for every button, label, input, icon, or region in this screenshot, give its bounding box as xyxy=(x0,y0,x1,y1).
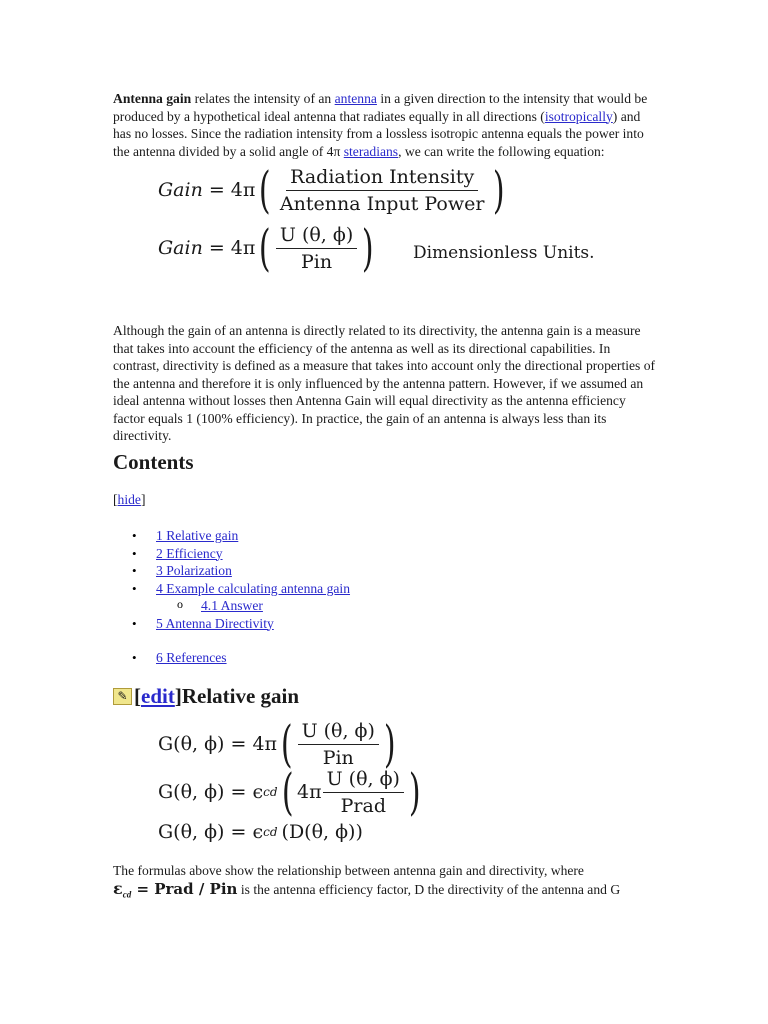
edit-pencil-icon[interactable]: ✎ xyxy=(113,688,132,705)
toc-link-references[interactable]: 6 References xyxy=(156,650,227,665)
toc-hide-link[interactable]: hide xyxy=(117,492,141,507)
intro-paragraph: Antenna gain relates the intensity of an antenna in a given direction to the intensity that would be produced by a hypothetical ideal antenna that radiates equally in all directions (isotropically) and has no losses. Since the radiation intensity from a lossless isotropic antenna equals the power into the antenna divided by a solid angle of 4π steradians, we can write the following equation: xyxy=(113,91,648,159)
toc-item xyxy=(113,580,513,598)
equation-gain-u-pin: Gain = 4π ( $\frac{U (\theta, \phi)}{\text{Pin}}$ ) xyxy=(158,219,374,277)
equation-relative-gain-b: G(θ, ϕ) = ϵ cd ( 4π $\frac{U (\theta, \phi)}{\text{Prad}}$ ) xyxy=(158,763,421,821)
toc-link-example[interactable]: 4 Example calculating antenna gain xyxy=(156,580,351,596)
link-isotropically[interactable]: isotropically xyxy=(544,108,613,124)
toc-list xyxy=(113,527,513,667)
fraction: $\frac{U (\theta, \phi)}{\text{Pin}}$ xyxy=(298,720,379,769)
toc-link-directivity[interactable]: 5 Antenna Directivity xyxy=(156,615,274,631)
contents-heading: Contents xyxy=(113,450,194,474)
toc-link-polarization[interactable]: 3 Polarization xyxy=(156,563,232,578)
toc-item xyxy=(113,649,513,667)
term-antenna-gain: Antenna gain xyxy=(113,91,192,106)
units-note: Dimensionless Units. xyxy=(413,243,595,263)
section-heading-relative-gain: ✎ [ edit ] Relative gain xyxy=(113,684,299,709)
link-antenna[interactable]: antenna xyxy=(334,91,377,106)
link-steradians[interactable]: steradians xyxy=(343,143,399,159)
relative-gain-equations xyxy=(158,715,425,848)
article-body xyxy=(113,90,658,900)
toc-link-relative-gain[interactable]: 1 Relative gain xyxy=(156,528,239,543)
fraction: $\frac{U (\theta, \phi)}{\text{Pin}}$ xyxy=(276,224,357,273)
toc-item xyxy=(113,545,513,563)
toc-item xyxy=(113,615,513,633)
edit-link[interactable]: edit xyxy=(141,684,175,708)
toc-toggle: [hide] xyxy=(113,492,146,507)
toc-link-efficiency[interactable]: 2 Efficiency xyxy=(156,545,223,561)
directivity-paragraph: Although the gain of an antenna is directly related to its directivity, the antenna gain is a measure that takes into account the efficiency of the antenna as well as its directional capabilities. In contrast, directivity is defined as a measure that takes into account only the directional properties of the antenna and therefore it is only influenced by the antenna pattern. However, if we assumed an ideal antenna without losses then Antenna Gain will equal directivity as the antenna efficiency factor equals 1 (100% efficiency). In practice, the gain of an antenna is always less than its directivity. xyxy=(113,323,656,443)
fraction: $\frac{\text{Radiation Intensity}}{\text{Antenna Input Power}}$ xyxy=(279,165,485,215)
fraction: $\frac{U (\theta, \phi)}{\text{Prad}}$ xyxy=(323,768,404,817)
toc-subitem xyxy=(113,597,513,615)
gain-equations xyxy=(113,160,658,288)
equation-gain-radiation: Gain = 4π ( $\frac{\text{Radiation Intensity}}{\text{Antenna Input Power}}$ ) xyxy=(158,161,506,219)
equation-relative-gain-a: G(θ, ϕ) = 4π ( $\frac{U (\theta, \phi)}{\text{Pin}}$ ) xyxy=(158,715,396,773)
equation-relative-gain-c: G(θ, ϕ) = ϵ cd (D(θ, ϕ)) xyxy=(158,821,363,843)
toc-item xyxy=(113,527,513,545)
formulas-paragraph: The formulas above show the relationship between antenna gain and directivity, where $\varepsilon_{cd}$ = Prad / Pin is the antenna efficiency factor, D the directivity of the antenna and G xyxy=(113,863,621,900)
toc-link-answer[interactable]: 4.1 Answer xyxy=(201,598,263,613)
toc-item xyxy=(113,562,513,580)
